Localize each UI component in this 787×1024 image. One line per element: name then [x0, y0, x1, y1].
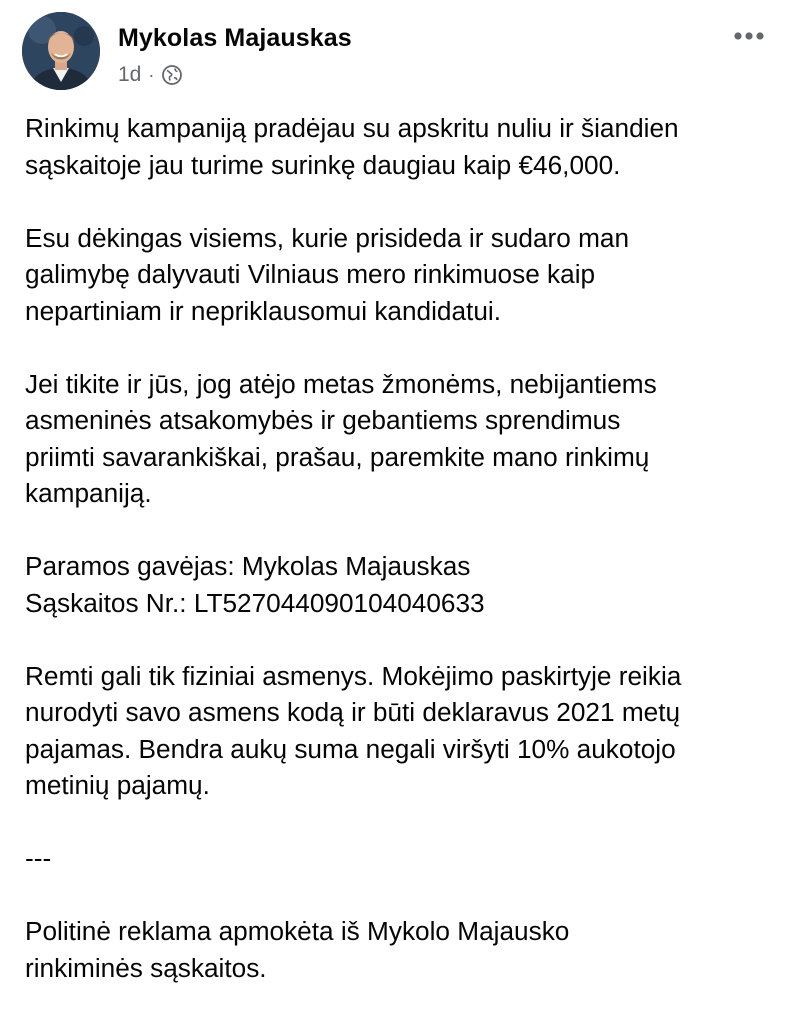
avatar-portrait — [22, 12, 100, 90]
paragraph-ad-disclaimer — [25, 913, 770, 986]
text-line: rinkiminės sąskaitos. — [25, 952, 267, 983]
post-meta — [118, 62, 183, 88]
meta-separator: · — [148, 64, 155, 85]
globe-icon[interactable] — [161, 64, 183, 86]
post-timestamp[interactable]: 1d — [118, 63, 142, 86]
text-line: nepartiniam ir nepriklausomui kandidatui. — [25, 295, 501, 326]
text-line: Jei tikite ir jūs, jog atėjo metas žmonėms, nebijantiems — [25, 368, 657, 399]
text-line: Remti gali tik fiziniai asmenys. Mokėjimo paskirtyje reikia — [25, 660, 682, 691]
paragraph-donation-rules — [25, 658, 770, 804]
text-line: nurodyti savo asmens kodą ir būti deklaravus 2021 metų — [25, 697, 681, 727]
author-avatar[interactable] — [22, 12, 100, 90]
text-line: kampaniją. — [25, 478, 152, 508]
more-options-icon[interactable] — [732, 28, 766, 44]
recipient-line: Paramos gavėjas: Mykolas Majauskas — [25, 551, 471, 581]
text-line: Rinkimų kampaniją pradėjau su apskritu nuliu ir šiandien — [25, 113, 679, 143]
text-line: priimti savarankiškai, prašau, paremkite mano rinkimų — [25, 441, 650, 472]
text-line: pajamas. Bendra aukų suma negali viršyti 10% aukotojo — [25, 733, 676, 764]
post-header — [22, 12, 772, 92]
paragraph-appeal — [25, 366, 770, 512]
text-line: Politinė reklama apmokėta iš Mykolo Majausko — [25, 916, 570, 946]
author-name[interactable]: Mykolas Majauskas — [118, 24, 352, 52]
text-line: metinių pajamų. — [25, 770, 210, 800]
text-line: asmeninės atsakomybės ir gebantiems sprendimus — [25, 405, 621, 435]
account-number-line: Sąskaitos Nr.: LT527044090104040633 — [25, 587, 485, 618]
text-line: galimybę dalyvauti Vilniaus mero rinkimuose kaip — [25, 259, 596, 289]
text-line: sąskaitoje jau turime surinkę daugiau kaip €46,000. — [25, 149, 621, 180]
text-line: Esu dėkingas visiems, kurie prisideda ir sudaro man — [25, 222, 630, 253]
post-text — [25, 110, 770, 1023]
text-divider — [25, 840, 770, 877]
paragraph-bank-details — [25, 548, 770, 621]
paragraph-campaign-intro — [25, 110, 770, 183]
divider-line: --- — [25, 843, 52, 873]
paragraph-thanks — [25, 220, 770, 330]
